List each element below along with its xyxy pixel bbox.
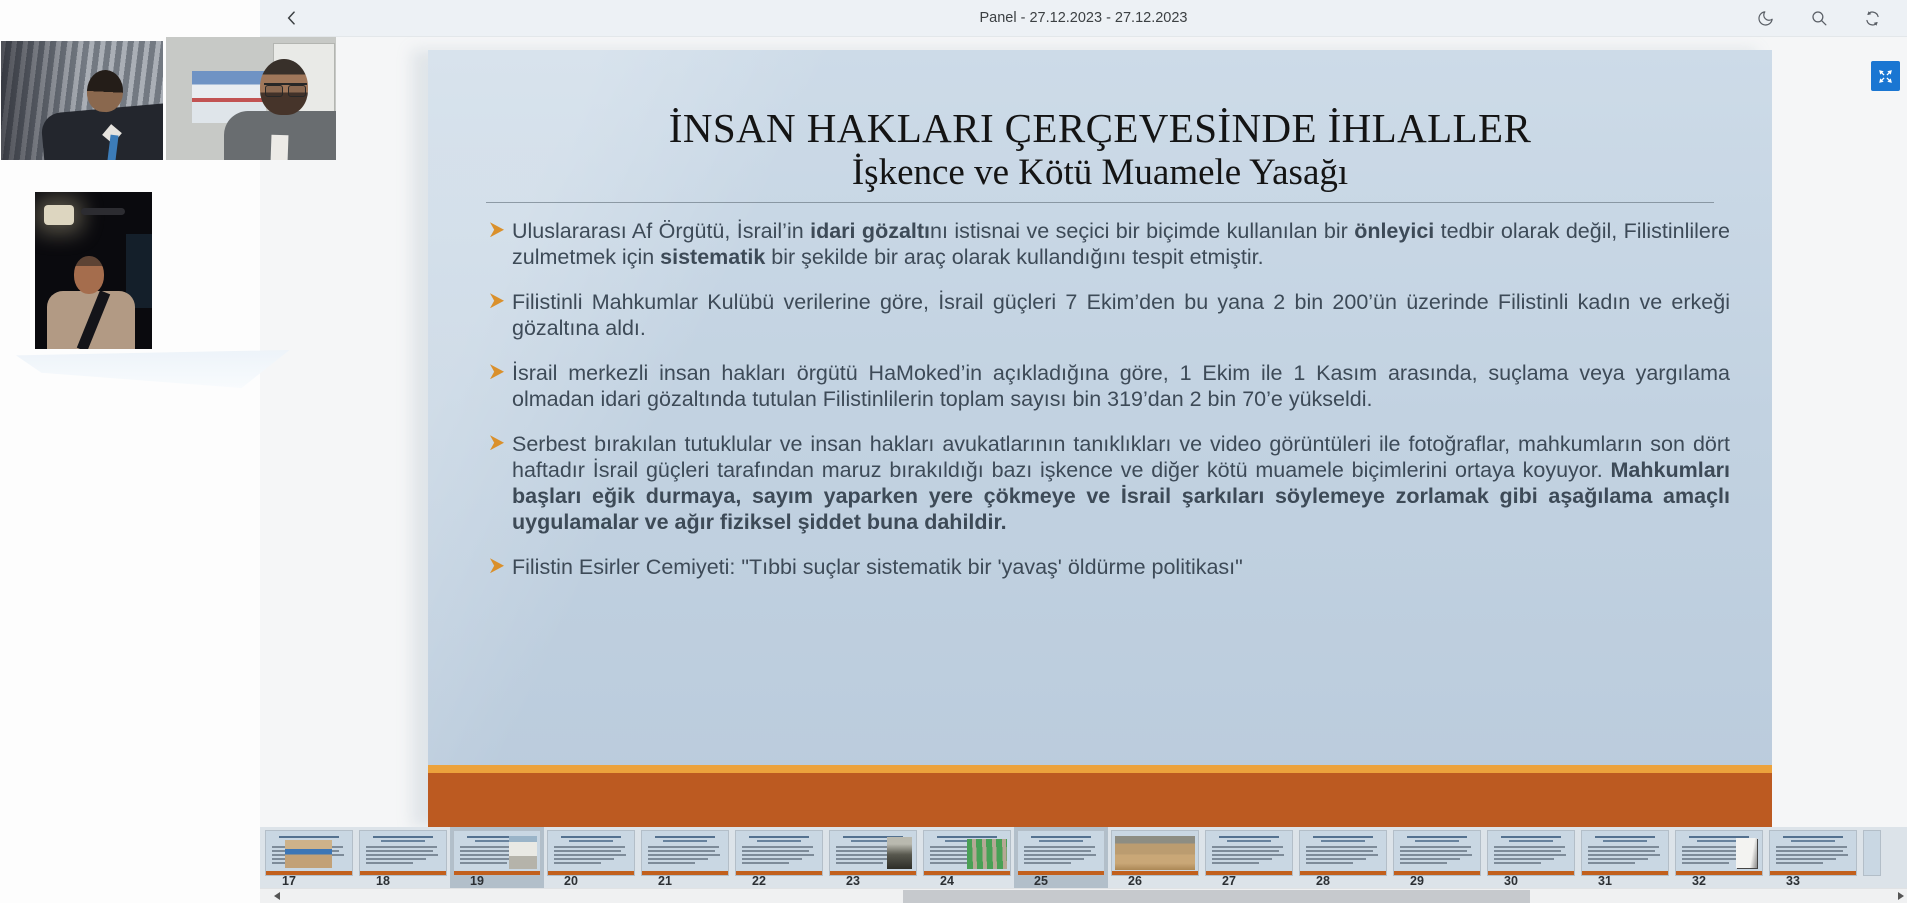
filmstrip-slide-30[interactable]	[1484, 827, 1578, 888]
thumbnail-photo	[1115, 836, 1195, 870]
slide-thumbnail	[1864, 831, 1880, 875]
participant-3-head	[74, 256, 104, 294]
slide-number: 24	[940, 874, 954, 888]
thumbnail-photo	[1736, 838, 1758, 868]
filmstrip-slide-22[interactable]	[732, 827, 826, 888]
bullet-arrow-icon	[490, 222, 504, 237]
slide-thumbnail	[454, 831, 540, 875]
participant-video-3[interactable]	[35, 192, 152, 349]
car-ceiling-handle	[81, 208, 125, 215]
chevron-left-icon	[282, 8, 302, 28]
refresh-icon	[1863, 9, 1882, 28]
slide-number: 31	[1598, 874, 1612, 888]
slide-number: 27	[1222, 874, 1236, 888]
slide-thumbnail	[830, 831, 916, 875]
presentation-viewer	[260, 37, 1907, 827]
slide-thumbnail	[1206, 831, 1292, 875]
filmstrip-slide-18[interactable]	[356, 827, 450, 888]
filmstrip-slide-20[interactable]	[544, 827, 638, 888]
car-interior-light	[44, 205, 74, 225]
slide-thumbnail	[548, 831, 634, 875]
slide-content	[428, 50, 1772, 765]
horizontal-scrollbar[interactable]	[260, 888, 1907, 903]
slide-number: 30	[1504, 874, 1518, 888]
slide-thumbnail	[736, 831, 822, 875]
filmstrip-slide-29[interactable]	[1390, 827, 1484, 888]
bullet-arrow-icon	[490, 364, 504, 379]
participant-2-glasses	[264, 83, 307, 94]
slide-thumbnail	[1112, 831, 1198, 875]
slide-thumbnail	[642, 831, 728, 875]
filmstrip-slide-24[interactable]	[920, 827, 1014, 888]
participant-video-1[interactable]	[1, 41, 163, 160]
slide-bullet-1: Uluslararası Af Örgütü, İsrail’in idari gözaltını istisnai ve seçici bir biçimde kullanılan bir önleyici tedbir olarak değil, Filistinlilere zulmetmek için sistematik bir şekilde bir araç olarak kullandığını tespit etmiştir.	[470, 218, 1730, 270]
search-zoom-button[interactable]	[1808, 7, 1830, 29]
slide-number: 32	[1692, 874, 1706, 888]
top-bar	[260, 0, 1907, 37]
thumbnail-photo	[285, 840, 332, 868]
slide-thumbnail	[1488, 831, 1574, 875]
fullscreen-button[interactable]	[1871, 61, 1900, 91]
slide-title: İNSAN HAKLARI ÇERÇEVESİNDE İHLALLER	[668, 105, 1532, 151]
filmstrip-slide-partial[interactable]	[1860, 827, 1884, 888]
filmstrip-slide-27[interactable]	[1202, 827, 1296, 888]
moon-icon	[1757, 9, 1775, 27]
filmstrip-slide-19[interactable]	[450, 827, 544, 888]
slide-subtitle: İşkence ve Kötü Muamele Yasağı	[851, 152, 1349, 194]
slide-number: 26	[1128, 874, 1142, 888]
slide-thumbnail	[266, 831, 352, 875]
filmstrip-slide-23[interactable]	[826, 827, 920, 888]
participant-2-shirt	[271, 135, 289, 160]
bullet-arrow-icon	[490, 293, 504, 308]
dark-mode-button[interactable]	[1755, 7, 1777, 29]
slide-number: 20	[564, 874, 578, 888]
slide-thumbnail	[1018, 831, 1104, 875]
filmstrip-slide-26[interactable]	[1108, 827, 1202, 888]
slide-thumbnail	[1770, 831, 1856, 875]
expand-arrows-icon	[1877, 68, 1894, 85]
slide-gold-band	[428, 765, 1772, 773]
filmstrip-slide-28[interactable]	[1296, 827, 1390, 888]
slide-number: 17	[282, 874, 296, 888]
slide-thumbnail	[924, 831, 1010, 875]
slide-thumbnail	[1582, 831, 1668, 875]
slide-number: 19	[470, 874, 484, 888]
slide-number: 22	[752, 874, 766, 888]
bullet-arrow-icon	[490, 435, 504, 450]
thumbnail-photo	[509, 836, 537, 869]
filmstrip-slide-17[interactable]	[262, 827, 356, 888]
slide-number: 21	[658, 874, 672, 888]
slide	[428, 50, 1772, 827]
participant-1-head	[86, 69, 124, 113]
slide-thumbnail	[1394, 831, 1480, 875]
slide-number: 29	[1410, 874, 1424, 888]
page-title: Panel - 27.12.2023 - 27.12.2023	[979, 10, 1188, 26]
scroll-left-arrow[interactable]	[274, 892, 280, 900]
slide-thumbnail	[1300, 831, 1386, 875]
slide-thumbnail	[360, 831, 446, 875]
refresh-button[interactable]	[1861, 7, 1883, 29]
participant-video-2[interactable]	[166, 37, 336, 160]
slide-bullet-5: Filistin Esirler Cemiyeti: "Tıbbi suçlar sistematik bir 'yavaş' öldürme politikası"	[470, 554, 1730, 580]
slide-bullet-2: Filistinli Mahkumlar Kulübü verilerine göre, İsrail güçleri 7 Ekim’den bu yana 2 bin 200’ün üzerinde Filistinli kadın ve erkeği gözaltına aldı.	[470, 289, 1730, 341]
bullet-arrow-icon	[490, 558, 504, 573]
slide-number: 18	[376, 874, 390, 888]
title-divider	[486, 202, 1714, 203]
filmstrip-slide-32[interactable]	[1672, 827, 1766, 888]
slide-rust-band	[428, 773, 1772, 827]
slide-thumbnail	[1676, 831, 1762, 875]
filmstrip-slide-21[interactable]	[638, 827, 732, 888]
slide-bullets	[470, 218, 1730, 580]
filmstrip-slide-33[interactable]	[1766, 827, 1860, 888]
slide-number: 33	[1786, 874, 1800, 888]
slide-number: 23	[846, 874, 860, 888]
slide-number: 28	[1316, 874, 1330, 888]
slide-bullet-4: Serbest bırakılan tutuklular ve insan hakları avukatlarının tanıklıkları ve video görüntüleri ile fotoğraflar, mahkumların son dört haftadır İsrail güçleri tarafından maruz bırakıldığı bazı işkence ve diğer kötü muamele biçimlerini ortaya koyuyor. Mahkumları başları eğik durmaya, sayım yaparken yere çökmeye ve İsrail şarkıları söylemeye zorlamak gibi aşağılama amaçlı uygulamalar ve ağır fiziksel şiddet buna dahildir.	[470, 431, 1730, 535]
top-bar-actions	[1755, 7, 1883, 29]
slide-number: 25	[1034, 874, 1048, 888]
filmstrip-slide-31[interactable]	[1578, 827, 1672, 888]
thumbnail-photo	[967, 839, 1007, 869]
search-icon	[1810, 9, 1829, 28]
back-button[interactable]	[278, 4, 306, 32]
scroll-right-arrow[interactable]	[1898, 892, 1904, 900]
thumbnail-photo	[887, 837, 912, 869]
slide-bullet-3: İsrail merkezli insan hakları örgütü HaMoked’in açıkladığına göre, 1 Ekim ile 1 Kasım arasında, suçlama veya yargılama olmadan idari gözaltında tutulan Filistinlilerin toplam sayısı bin 319’dan 2 bin 70’e yükseldi.	[470, 360, 1730, 412]
scrollbar-thumb[interactable]	[903, 890, 1530, 903]
slide-filmstrip	[260, 827, 1907, 888]
filmstrip-slide-25[interactable]	[1014, 827, 1108, 888]
